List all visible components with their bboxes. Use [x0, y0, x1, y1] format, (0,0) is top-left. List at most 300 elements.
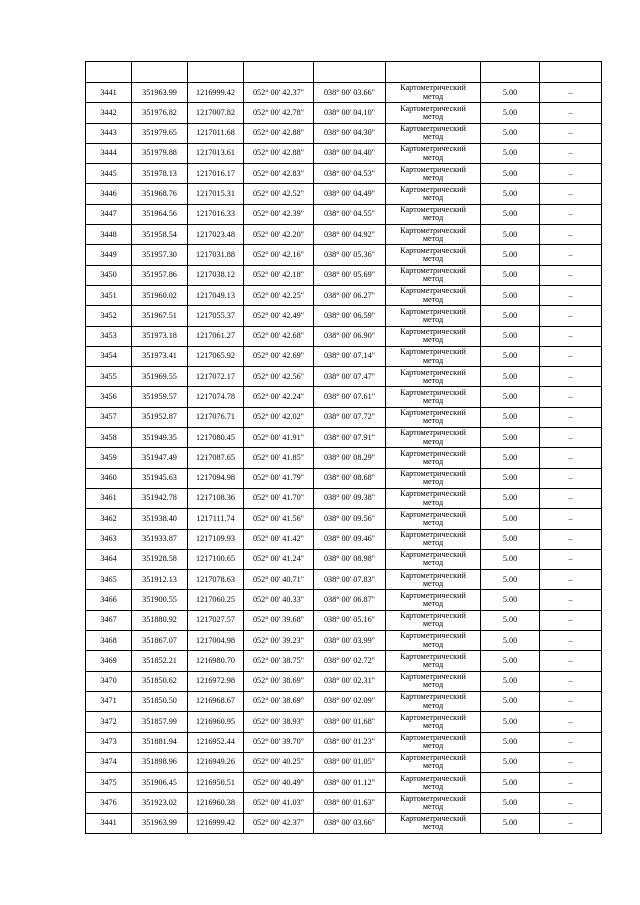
method-cell	[386, 793, 481, 813]
method-line-1: Картометрический	[400, 306, 466, 316]
method-cell	[386, 529, 481, 549]
latitude-cell: 052° 00' 42.37"	[244, 813, 314, 833]
x-coordinate-cell: 351968.76	[132, 184, 188, 204]
longitude-cell: 038° 00' 06.59"	[314, 306, 386, 326]
method-line-1: Картометрический	[400, 103, 466, 113]
longitude-cell: 038° 00' 02.09"	[314, 691, 386, 711]
x-coordinate-cell: 351928.58	[132, 549, 188, 569]
accuracy-cell: 5.00	[481, 225, 540, 245]
accuracy-cell: 5.00	[481, 752, 540, 772]
point-number-cell: 3446	[86, 184, 132, 204]
point-number-cell: 3465	[86, 570, 132, 590]
note-cell: –	[540, 488, 602, 508]
accuracy-cell: 5.00	[481, 346, 540, 366]
accuracy-cell: 5.00	[481, 164, 540, 184]
method-cell	[386, 387, 481, 407]
note-cell: –	[540, 509, 602, 529]
latitude-cell: 052° 00' 42.69"	[244, 346, 314, 366]
method-line-2: метод	[422, 781, 444, 791]
note-cell: –	[540, 631, 602, 651]
latitude-cell: 052° 00' 42.24"	[244, 387, 314, 407]
point-number-cell: 3458	[86, 428, 132, 448]
y-coordinate-cell: 1217065.92	[188, 346, 244, 366]
y-coordinate-cell: 1217011.68	[188, 123, 244, 143]
accuracy-cell: 5.00	[481, 387, 540, 407]
latitude-cell: 052° 00' 41.70"	[244, 488, 314, 508]
table-row	[86, 671, 602, 691]
y-coordinate-cell: 1216999.42	[188, 83, 244, 103]
x-coordinate-cell: 351857.99	[132, 712, 188, 732]
method-line-2: метод	[422, 517, 444, 527]
accuracy-cell: 5.00	[481, 468, 540, 488]
x-coordinate-cell: 351952.87	[132, 407, 188, 427]
method-line-2: метод	[422, 578, 444, 588]
table-row	[86, 813, 602, 833]
y-coordinate-cell: 1217072.17	[188, 367, 244, 387]
table-row	[86, 651, 602, 671]
point-number-cell: 3472	[86, 712, 132, 732]
point-number-cell: 3462	[86, 509, 132, 529]
table-row	[86, 590, 602, 610]
longitude-cell: 038° 00' 09.56"	[314, 509, 386, 529]
point-number-cell: 3442	[86, 103, 132, 123]
method-line-2: метод	[422, 761, 444, 771]
point-number-cell: 3444	[86, 143, 132, 163]
accuracy-cell: 5.00	[481, 488, 540, 508]
longitude-cell: 038° 00' 05.36"	[314, 245, 386, 265]
method-cell	[386, 285, 481, 305]
point-number-cell: 3451	[86, 285, 132, 305]
note-cell: –	[540, 164, 602, 184]
method-line-2: метод	[422, 538, 444, 548]
method-line-2: метод	[422, 213, 444, 223]
coordinates-table	[85, 61, 602, 834]
latitude-cell: 052° 00' 38.93"	[244, 712, 314, 732]
method-line-2: метод	[422, 639, 444, 649]
point-number-cell: 3476	[86, 793, 132, 813]
method-cell	[386, 732, 481, 752]
accuracy-cell: 5.00	[481, 326, 540, 346]
accuracy-cell: 5.00	[481, 306, 540, 326]
x-coordinate-cell: 351976.82	[132, 103, 188, 123]
longitude-cell: 038° 00' 07.72"	[314, 407, 386, 427]
method-line-1: Картометрический	[400, 448, 466, 458]
longitude-cell: 038° 00' 05.16"	[314, 610, 386, 630]
latitude-cell: 052° 00' 42.02"	[244, 407, 314, 427]
y-coordinate-cell: 1217100.65	[188, 549, 244, 569]
table-row	[86, 691, 602, 711]
y-coordinate-cell: 1217060.25	[188, 590, 244, 610]
method-line-2: метод	[422, 335, 444, 345]
y-coordinate-cell: 1217038.12	[188, 265, 244, 285]
note-cell: –	[540, 793, 602, 813]
point-number-cell: 3456	[86, 387, 132, 407]
latitude-cell: 052° 00' 39.70"	[244, 732, 314, 752]
y-coordinate-cell: 1217111.74	[188, 509, 244, 529]
method-line-1: Картометрический	[400, 489, 466, 499]
method-line-1: Картометрический	[400, 611, 466, 621]
method-line-1: Картометрический	[400, 205, 466, 215]
longitude-cell: 038° 00' 07.91"	[314, 428, 386, 448]
accuracy-cell: 5.00	[481, 83, 540, 103]
method-line-2: метод	[422, 822, 444, 832]
y-coordinate-cell: 1217049.13	[188, 285, 244, 305]
note-cell: –	[540, 407, 602, 427]
longitude-cell: 038° 00' 06.90"	[314, 326, 386, 346]
y-coordinate-cell: 1216952.44	[188, 732, 244, 752]
y-coordinate-cell: 1217078.63	[188, 570, 244, 590]
y-coordinate-cell: 1217013.61	[188, 143, 244, 163]
latitude-cell: 052° 00' 42.88"	[244, 123, 314, 143]
method-line-1: Картометрический	[400, 672, 466, 682]
table-header-row	[86, 62, 602, 83]
accuracy-cell: 5.00	[481, 184, 540, 204]
method-line-2: метод	[422, 172, 444, 182]
point-number-cell: 3466	[86, 590, 132, 610]
accuracy-cell: 5.00	[481, 407, 540, 427]
header-cell	[86, 62, 132, 83]
header-cell	[386, 62, 481, 83]
method-line-2: метод	[422, 497, 444, 507]
x-coordinate-cell: 351973.18	[132, 326, 188, 346]
longitude-cell: 038° 00' 01.23"	[314, 732, 386, 752]
longitude-cell: 038° 00' 01.63"	[314, 793, 386, 813]
y-coordinate-cell: 1217055.37	[188, 306, 244, 326]
table-row	[86, 123, 602, 143]
accuracy-cell: 5.00	[481, 143, 540, 163]
latitude-cell: 052° 00' 42.56"	[244, 367, 314, 387]
note-cell: –	[540, 549, 602, 569]
point-number-cell: 3457	[86, 407, 132, 427]
method-line-2: метод	[422, 375, 444, 385]
table-row	[86, 773, 602, 793]
longitude-cell: 038° 00' 03.66"	[314, 83, 386, 103]
x-coordinate-cell: 351949.35	[132, 428, 188, 448]
accuracy-cell: 5.00	[481, 793, 540, 813]
method-cell	[386, 407, 481, 427]
note-cell: –	[540, 326, 602, 346]
point-number-cell: 3459	[86, 448, 132, 468]
y-coordinate-cell: 1216950.51	[188, 773, 244, 793]
accuracy-cell: 5.00	[481, 651, 540, 671]
longitude-cell: 038° 00' 02.31"	[314, 671, 386, 691]
latitude-cell: 052° 00' 42.37"	[244, 83, 314, 103]
y-coordinate-cell: 1217031.88	[188, 245, 244, 265]
x-coordinate-cell: 351959.57	[132, 387, 188, 407]
note-cell: –	[540, 590, 602, 610]
x-coordinate-cell: 351923.02	[132, 793, 188, 813]
method-cell	[386, 631, 481, 651]
x-coordinate-cell: 351900.55	[132, 590, 188, 610]
method-line-2: метод	[422, 619, 444, 629]
method-line-1: Картометрический	[400, 367, 466, 377]
note-cell: –	[540, 184, 602, 204]
method-line-1: Картометрический	[400, 814, 466, 824]
method-cell	[386, 123, 481, 143]
y-coordinate-cell: 1217074.78	[188, 387, 244, 407]
point-number-cell: 3453	[86, 326, 132, 346]
longitude-cell: 038° 00' 01.12"	[314, 773, 386, 793]
accuracy-cell: 5.00	[481, 428, 540, 448]
accuracy-cell: 5.00	[481, 123, 540, 143]
longitude-cell: 038° 00' 04.10"	[314, 103, 386, 123]
point-number-cell: 3454	[86, 346, 132, 366]
method-line-2: метод	[422, 294, 444, 304]
table-row	[86, 306, 602, 326]
method-line-2: метод	[422, 802, 444, 812]
latitude-cell: 052° 00' 42.18"	[244, 265, 314, 285]
longitude-cell: 038° 00' 08.68"	[314, 468, 386, 488]
point-number-cell: 3471	[86, 691, 132, 711]
note-cell: –	[540, 448, 602, 468]
y-coordinate-cell: 1217108.36	[188, 488, 244, 508]
point-number-cell: 3463	[86, 529, 132, 549]
y-coordinate-cell: 1216960.95	[188, 712, 244, 732]
table-row	[86, 83, 602, 103]
method-line-2: метод	[422, 233, 444, 243]
point-number-cell: 3470	[86, 671, 132, 691]
method-line-1: Картометрический	[400, 266, 466, 276]
method-line-2: метод	[422, 355, 444, 365]
x-coordinate-cell: 351850.50	[132, 691, 188, 711]
point-number-cell: 3473	[86, 732, 132, 752]
table-row	[86, 488, 602, 508]
latitude-cell: 052° 00' 41.91"	[244, 428, 314, 448]
accuracy-cell: 5.00	[481, 103, 540, 123]
x-coordinate-cell: 351979.88	[132, 143, 188, 163]
method-line-2: метод	[422, 416, 444, 426]
table-row	[86, 326, 602, 346]
latitude-cell: 052° 00' 42.52"	[244, 184, 314, 204]
latitude-cell: 052° 00' 40.71"	[244, 570, 314, 590]
note-cell: –	[540, 245, 602, 265]
y-coordinate-cell: 1217016.17	[188, 164, 244, 184]
latitude-cell: 052° 00' 39.23"	[244, 631, 314, 651]
table-row	[86, 549, 602, 569]
note-cell: –	[540, 204, 602, 224]
x-coordinate-cell: 351850.62	[132, 671, 188, 691]
method-cell	[386, 468, 481, 488]
method-line-1: Картометрический	[400, 550, 466, 560]
longitude-cell: 038° 00' 04.30"	[314, 123, 386, 143]
x-coordinate-cell: 351867.07	[132, 631, 188, 651]
y-coordinate-cell: 1216949.26	[188, 752, 244, 772]
y-coordinate-cell: 1217016.33	[188, 204, 244, 224]
note-cell: –	[540, 468, 602, 488]
point-number-cell: 3450	[86, 265, 132, 285]
note-cell: –	[540, 225, 602, 245]
x-coordinate-cell: 351957.86	[132, 265, 188, 285]
note-cell: –	[540, 346, 602, 366]
point-number-cell: 3468	[86, 631, 132, 651]
y-coordinate-cell: 1217015.31	[188, 184, 244, 204]
y-coordinate-cell: 1217087.65	[188, 448, 244, 468]
latitude-cell: 052° 00' 38.75"	[244, 651, 314, 671]
table-row	[86, 407, 602, 427]
method-cell	[386, 225, 481, 245]
latitude-cell: 052° 00' 41.79"	[244, 468, 314, 488]
method-cell	[386, 671, 481, 691]
x-coordinate-cell: 351958.54	[132, 225, 188, 245]
y-coordinate-cell: 1217027.57	[188, 610, 244, 630]
y-coordinate-cell: 1216968.67	[188, 691, 244, 711]
point-number-cell: 3474	[86, 752, 132, 772]
method-cell	[386, 245, 481, 265]
table-row	[86, 265, 602, 285]
y-coordinate-cell: 1217061.27	[188, 326, 244, 346]
table-row	[86, 164, 602, 184]
latitude-cell: 052° 00' 41.85"	[244, 448, 314, 468]
note-cell: –	[540, 387, 602, 407]
method-cell	[386, 143, 481, 163]
method-cell	[386, 367, 481, 387]
longitude-cell: 038° 00' 04.49"	[314, 184, 386, 204]
longitude-cell: 038° 00' 04.92"	[314, 225, 386, 245]
method-line-2: метод	[422, 111, 444, 121]
point-number-cell: 3475	[86, 773, 132, 793]
method-line-2: метод	[422, 274, 444, 284]
method-cell	[386, 752, 481, 772]
x-coordinate-cell: 351945.63	[132, 468, 188, 488]
x-coordinate-cell: 351964.56	[132, 204, 188, 224]
method-cell	[386, 265, 481, 285]
note-cell: –	[540, 306, 602, 326]
y-coordinate-cell: 1217076.71	[188, 407, 244, 427]
note-cell: –	[540, 265, 602, 285]
method-cell	[386, 204, 481, 224]
method-line-2: метод	[422, 254, 444, 264]
x-coordinate-cell: 351906.45	[132, 773, 188, 793]
point-number-cell: 3469	[86, 651, 132, 671]
table-row	[86, 143, 602, 163]
latitude-cell: 052° 00' 42.39"	[244, 204, 314, 224]
accuracy-cell: 5.00	[481, 712, 540, 732]
longitude-cell: 038° 00' 07.83"	[314, 570, 386, 590]
note-cell: –	[540, 691, 602, 711]
method-cell	[386, 610, 481, 630]
y-coordinate-cell: 1216999.42	[188, 813, 244, 833]
table-row	[86, 631, 602, 651]
latitude-cell: 052° 00' 38.69"	[244, 691, 314, 711]
table-row	[86, 712, 602, 732]
method-line-2: метод	[422, 152, 444, 162]
table-row	[86, 570, 602, 590]
accuracy-cell: 5.00	[481, 671, 540, 691]
table-row	[86, 448, 602, 468]
note-cell: –	[540, 285, 602, 305]
table-row	[86, 367, 602, 387]
accuracy-cell: 5.00	[481, 590, 540, 610]
point-number-cell: 3460	[86, 468, 132, 488]
method-cell	[386, 164, 481, 184]
method-line-2: метод	[422, 599, 444, 609]
y-coordinate-cell: 1216960.38	[188, 793, 244, 813]
table-row	[86, 529, 602, 549]
point-number-cell: 3449	[86, 245, 132, 265]
method-line-1: Картометрический	[400, 570, 466, 580]
x-coordinate-cell: 351979.65	[132, 123, 188, 143]
point-number-cell: 3445	[86, 164, 132, 184]
table-row	[86, 610, 602, 630]
method-line-1: Картометрический	[400, 225, 466, 235]
note-cell: –	[540, 651, 602, 671]
longitude-cell: 038° 00' 03.66"	[314, 813, 386, 833]
method-line-1: Картометрический	[400, 509, 466, 519]
longitude-cell: 038° 00' 05.69"	[314, 265, 386, 285]
latitude-cell: 052° 00' 42.25"	[244, 285, 314, 305]
longitude-cell: 038° 00' 09.38"	[314, 488, 386, 508]
latitude-cell: 052° 00' 40.25"	[244, 752, 314, 772]
point-number-cell: 3455	[86, 367, 132, 387]
header-cell	[132, 62, 188, 83]
method-line-1: Картометрический	[400, 144, 466, 154]
longitude-cell: 038° 00' 01.05"	[314, 752, 386, 772]
latitude-cell: 052° 00' 41.24"	[244, 549, 314, 569]
method-cell	[386, 590, 481, 610]
method-line-1: Картометрический	[400, 286, 466, 296]
method-line-1: Картометрический	[400, 124, 466, 134]
longitude-cell: 038° 00' 08.98"	[314, 549, 386, 569]
method-cell	[386, 691, 481, 711]
x-coordinate-cell: 351960.02	[132, 285, 188, 305]
latitude-cell: 052° 00' 42.88"	[244, 143, 314, 163]
note-cell: –	[540, 570, 602, 590]
x-coordinate-cell: 351942.78	[132, 488, 188, 508]
x-coordinate-cell: 351963.99	[132, 83, 188, 103]
method-cell	[386, 509, 481, 529]
header-cell	[188, 62, 244, 83]
point-number-cell: 3443	[86, 123, 132, 143]
point-number-cell: 3467	[86, 610, 132, 630]
method-line-2: метод	[422, 91, 444, 101]
table-row	[86, 245, 602, 265]
method-cell	[386, 773, 481, 793]
method-line-1: Картометрический	[400, 469, 466, 479]
method-line-2: метод	[422, 132, 444, 142]
point-number-cell: 3452	[86, 306, 132, 326]
method-cell	[386, 83, 481, 103]
table-row	[86, 752, 602, 772]
method-cell	[386, 813, 481, 833]
latitude-cell: 052° 00' 39.68"	[244, 610, 314, 630]
header-cell	[314, 62, 386, 83]
method-line-1: Картометрический	[400, 692, 466, 702]
method-cell	[386, 326, 481, 346]
method-line-2: метод	[422, 193, 444, 203]
method-cell	[386, 103, 481, 123]
x-coordinate-cell: 351880.92	[132, 610, 188, 630]
y-coordinate-cell: 1217094.98	[188, 468, 244, 488]
longitude-cell: 038° 00' 09.46"	[314, 529, 386, 549]
method-line-1: Картометрический	[400, 712, 466, 722]
latitude-cell: 052° 00' 41.42"	[244, 529, 314, 549]
latitude-cell: 052° 00' 40.33"	[244, 590, 314, 610]
point-number-cell: 3447	[86, 204, 132, 224]
method-cell	[386, 488, 481, 508]
table-row	[86, 204, 602, 224]
accuracy-cell: 5.00	[481, 610, 540, 630]
x-coordinate-cell: 351938.40	[132, 509, 188, 529]
method-cell	[386, 428, 481, 448]
accuracy-cell: 5.00	[481, 691, 540, 711]
method-line-2: метод	[422, 314, 444, 324]
point-number-cell: 3448	[86, 225, 132, 245]
method-cell	[386, 549, 481, 569]
note-cell: –	[540, 732, 602, 752]
table-row	[86, 387, 602, 407]
table-row	[86, 103, 602, 123]
accuracy-cell: 5.00	[481, 285, 540, 305]
